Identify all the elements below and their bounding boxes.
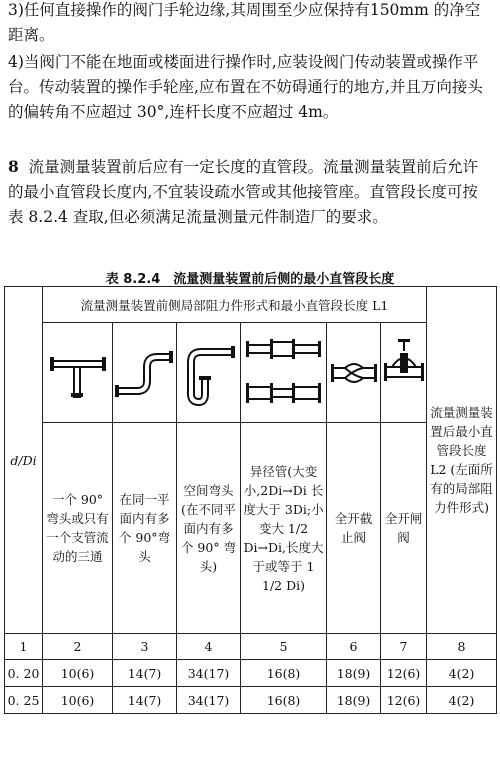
tee-icon (48, 343, 108, 403)
tee-cell (43, 323, 113, 423)
desc-col-6: 全开截止阀 (327, 423, 381, 634)
gate-valve-cell (381, 323, 427, 423)
desc-col-7: 全开闸阀 (381, 423, 427, 634)
desc-col-4: 空间弯头(在不同平面内有多个 90° 弯头) (177, 423, 241, 634)
table-caption: 表 8.2.4 流量测量装置前后侧的最小直管段长度 (105, 272, 395, 287)
two-elbows-icon (113, 341, 177, 405)
item-3: 3)任何直接操作的阀门手轮边缘,其周围至少应保持有150mm 的净空距离。 (8, 1, 481, 44)
reducer-icon (244, 335, 324, 411)
table-row: 0. 20 10(6) 14(7) 34(17) 16(8) 18(9) 12(6) 4(2) (5, 660, 497, 687)
col-l2-header: 流量测量装置后最小直管段长度 L2 (左面所有的局部阻力件形式) (427, 287, 497, 634)
desc-col-3: 在同一平面内有多个 90°弯头 (113, 423, 177, 634)
group-header: 流量测量装置前侧局部阻力件形式和最小直管段长度 L1 (43, 287, 427, 323)
desc-col-5: 异径管(大变小,2Di→Di 长度大于 3Di;小变大 1/2 Di→Di,长度大于或等于 1 1/2 Di) (241, 423, 327, 634)
two-elbows-cell (113, 323, 177, 423)
section-8 (8, 154, 492, 230)
table-row: 0. 25 10(6) 14(7) 34(17) 16(8) 18(9) 12(6) 4(2) (5, 687, 497, 714)
globe-valve-icon (329, 338, 379, 408)
reducer-cell (241, 323, 327, 423)
item-4: 4)当阀门不能在地面或楼面进行操作时,应装设阀门传动装置或操作平台。传动装置的操作手轮座,应布置在不妨碍通行的地方,并且万向接头的偏转角不应超过 30°,连杆长度不应超过 4m。 (8, 53, 483, 121)
col-d-di-header: d/Di (5, 287, 43, 634)
section-8-text: 流量测量装置前后应有一定长度的直管段。流量测量装置前后允许的最小直管段长度内,不宜装设疏水管或其他接管座。直管段长度可按表 8.2.4 查取,但必须满足流量测量元件制造厂的要求。 (8, 158, 479, 226)
space-elbow-icon (179, 338, 239, 408)
min-straight-pipe-table (4, 286, 497, 714)
space-elbow-cell (177, 323, 241, 423)
desc-col-2: 一个 90° 弯头或只有一个支管流动的三通 (43, 423, 113, 634)
section-number: 8 (8, 157, 19, 176)
column-number-row: 1 2 3 4 5 6 7 8 (5, 634, 497, 660)
gate-valve-icon (382, 335, 426, 411)
globe-valve-cell (327, 323, 381, 423)
